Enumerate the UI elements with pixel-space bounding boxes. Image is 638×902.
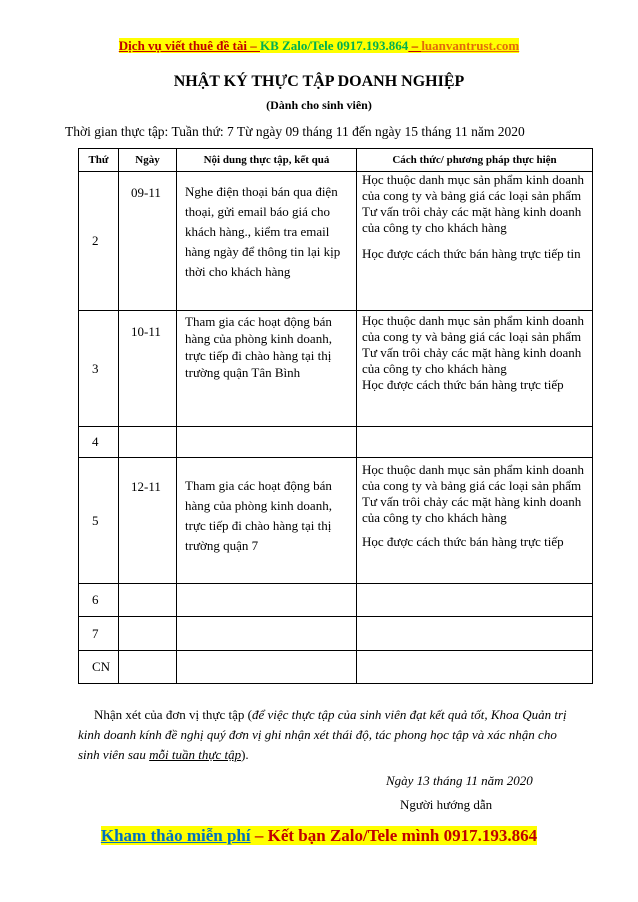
method-cell [357,172,593,311]
feedback-lead: Nhận xét của đơn vị thực tập ( [94,707,252,722]
method-cell [357,458,593,584]
weekday-cell: 6 [79,584,119,617]
document-title: NHẬT KÝ THỰC TẬP DOANH NGHIỆP [173,73,465,90]
method-line: Học được cách thức bán hàng trực tiếp [362,534,564,549]
header-banner [0,38,638,54]
column-header: Ngày [119,149,177,172]
date-cell: 10-11 [119,311,177,427]
column-header: Cách thức/ phương pháp thực hiện [357,149,593,172]
internship-log-table [78,148,593,684]
weekday-cell: 3 [79,311,119,427]
date-cell [119,427,177,458]
method-cell [357,651,593,684]
content-cell: Tham gia các hoạt động bán hàng của phòng kinh doanh, trực tiếp đi chào hàng tại thị trường quận 7 [177,458,357,584]
table-row [79,458,593,584]
contact-text: KB Zalo/Tele 0917.193.864 [260,38,409,53]
weekday-cell: 7 [79,617,119,651]
table-header-row [79,149,593,172]
method-line: Học được cách thức bán hàng trực tiếp [362,377,564,392]
table-row [79,651,593,684]
content-cell [177,651,357,684]
footer-banner [0,826,638,846]
feedback-tail: ). [241,747,249,762]
table-row [79,617,593,651]
date-cell [119,584,177,617]
content-cell [177,584,357,617]
signature-date: Ngày 13 tháng 11 năm 2020 [386,773,533,788]
content-cell [177,427,357,458]
content-cell [177,617,357,651]
table-row [79,172,593,311]
method-line: Tư vấn trôi chảy các mặt hàng kinh doanh của công ty cho khách hàng [362,204,582,235]
date-cell: 09-11 [119,172,177,311]
method-line: Học thuộc danh mục sản phẩm kinh doanh của cong ty và bảng giá các loại sản phẩm [362,462,585,493]
weekday-cell: 5 [79,458,119,584]
weekday-cell: 4 [79,427,119,458]
weekday-cell: CN [79,651,119,684]
method-line: Học được cách thức bán hàng trực tiếp tin [362,246,581,261]
content-cell: Nghe điện thoại bán qua điện thoại, gửi email báo giá cho khách hàng., kiểm tra email hàng ngày để thông tin lại kịp thời cho khách hàng [177,172,357,311]
method-line: Tư vấn trôi chảy các mặt hàng kinh doanh của công ty cho khách hàng [362,345,582,376]
footer-contact: – Kết bạn Zalo/Tele mình 0917.193.864 [250,826,538,845]
header-dash: – [408,38,422,53]
service-link[interactable]: Dịch vụ viết thuê đề tài [118,38,247,53]
method-cell [357,311,593,427]
mentor-label: Người hướng dẫn [400,797,493,812]
method-line: Tư vấn trôi chảy các mặt hàng kinh doanh của công ty cho khách hàng [362,494,582,525]
method-cell [357,617,593,651]
table-row [79,311,593,427]
free-reference-link[interactable]: Kham thảo miễn phí [100,826,251,845]
supervisor-feedback-note [78,705,578,765]
content-cell: Tham gia các hoạt động bán hàng của phòng kinh doanh, trực tiếp đi chào hàng tại thị trường quận Tân Bình [177,311,357,427]
internship-period: Thời gian thực tập: Tuần thứ: 7 Từ ngày 09 tháng 11 đến ngày 15 tháng 11 năm 2020 [65,124,525,139]
weekday-cell: 2 [79,172,119,311]
feedback-instructions: để việc thực tập của sinh viên đạt kết quả tốt, Khoa Quản trị kinh doanh kính đề nghị quý đơn vị ghi nhận xét thái độ, tác phong học tập và xác nhận cho sinh viên sau [78,707,567,762]
column-header: Nội dung thực tập, kết quả [177,149,357,172]
column-header: Thứ [79,149,119,172]
method-line: Học thuộc danh mục sản phẩm kinh doanh của cong ty và bảng giá các loại sản phẩm [362,172,585,203]
table-row [79,427,593,458]
document-subtitle: (Dành cho sinh viên) [266,98,372,112]
date-cell [119,617,177,651]
site-link[interactable]: luanvantrust.com [421,38,520,53]
table-row [79,584,593,617]
method-line: Học thuộc danh mục sản phẩm kinh doanh của cong ty và bảng giá các loại sản phẩm [362,313,585,344]
method-cell [357,427,593,458]
header-dash: – [247,38,260,53]
method-cell [357,584,593,617]
date-cell [119,651,177,684]
feedback-emphasis: mỗi tuần thực tập [149,747,242,762]
date-cell: 12-11 [119,458,177,584]
